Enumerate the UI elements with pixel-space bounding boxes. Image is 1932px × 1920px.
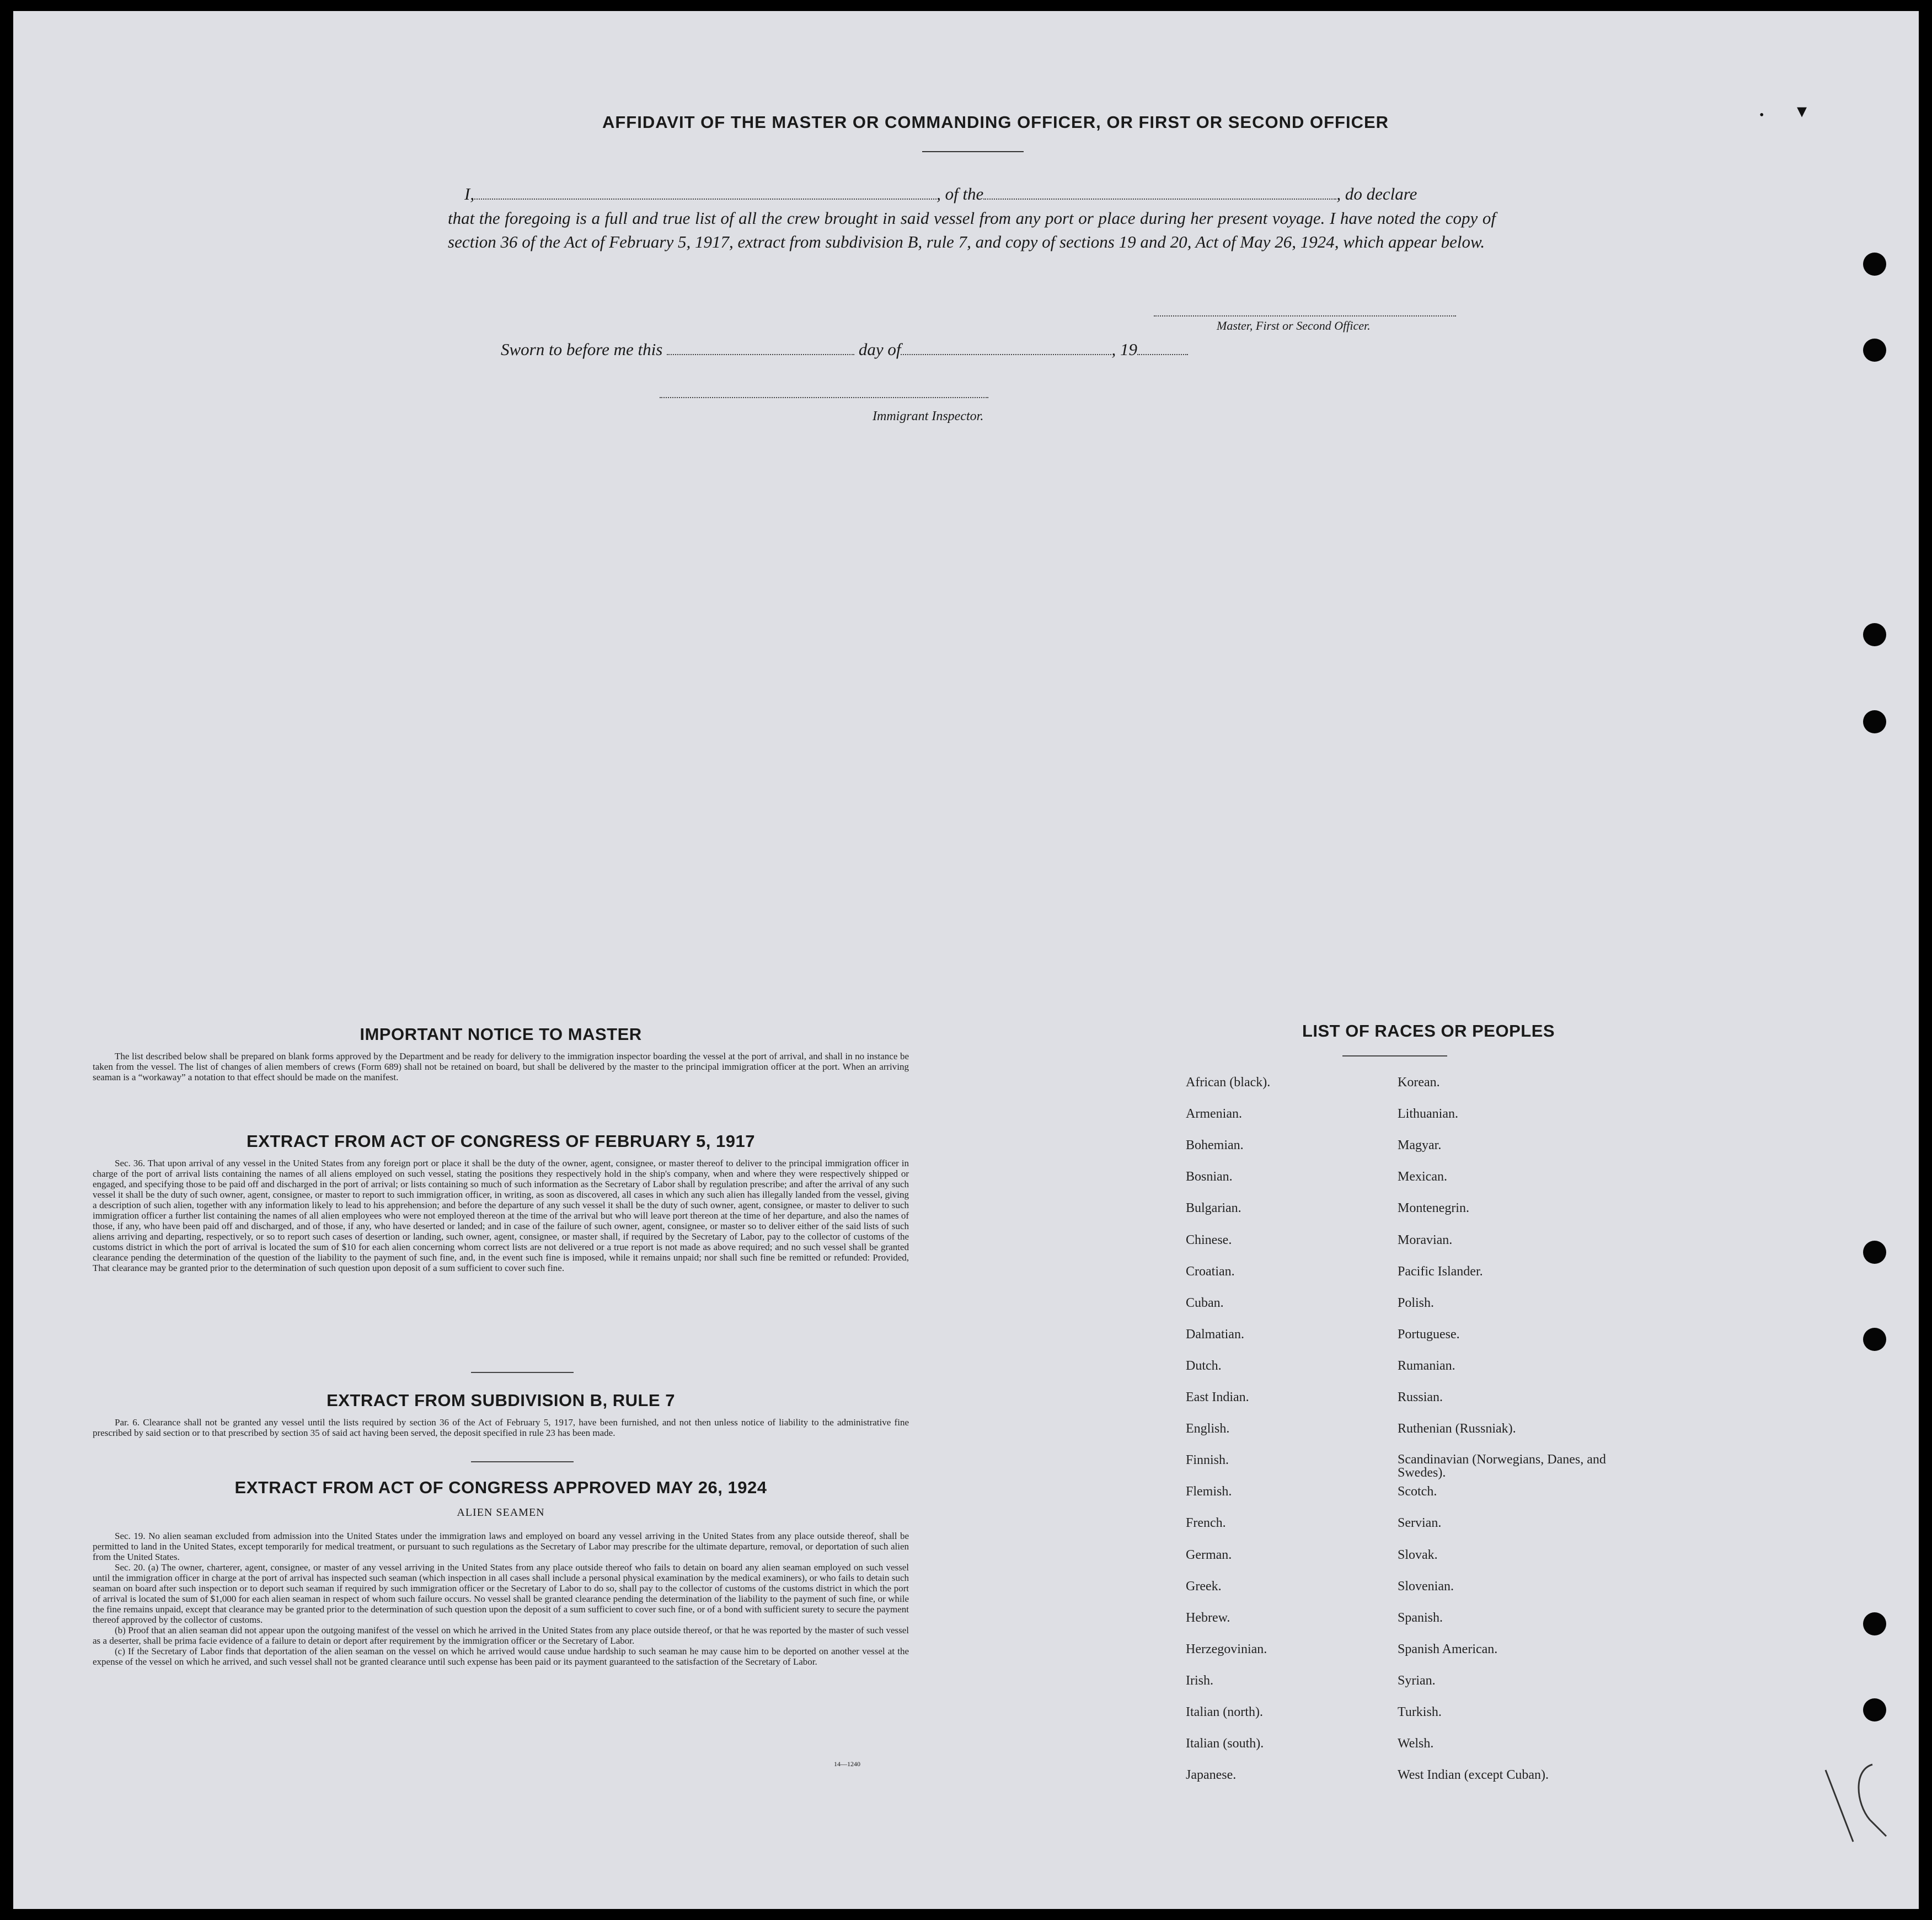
punch-hole bbox=[1863, 339, 1886, 362]
sec36-paragraph: Sec. 36. That upon arrival of any vessel in the United States from any foreign port or place it shall be the duty of the owner, agent, consignee, or master thereof to deliver to the principal immigration officer in charge of the port of arrival lists containing the names of all aliens employed on such vessel, stating the positions they respectively hold in the ship's company, when and where they were respectively shipped or engaged, and specifying those to be paid off and discharged in the port of arrival; or lists containing so much of such information as the Secretary of Labor shall by regulation prescribe; and after the arrival of any such vessel it shall be the duty of such owner, agent, consignee, or master to report to such immigration officer, in writing, as soon as discovered, all cases in which any such alien has illegally landed from the vessel, giving a description of such alien, together with any information likely to lead to his apprehension; and before the departure of any such vessel it shall be the duty of such owner, agent, consignee, or master to deliver to such immigration officer a further list containing the names of all alien employees who were not employed thereon at the time of the arrival but who will leave port thereon at the time of her departure, and also the names of those, if any, who have been paid off and discharged, and of those, if any, who have deserted or landed; and in case of the failure of such owner, agent, consignee, or master so to deliver either of the said lists of such aliens arriving and departing, respectively, or so to report such cases of desertion or landing, such owner, agent, consignee, or master shall, if required by the Secretary of Labor, pay to the collector of customs of the customs district in which the port of arrival is located the sum of $10 for each alien concerning whom correct lists are not delivered or a true report is not made as above required; and no such vessel shall be granted clearance pending the determination of the question of the liability to the payment of such fine, and, in the event such fine is imposed, while it remains unpaid; nor shall such fine be remitted or refunded: Provided, That clearance may be granted prior to the determination of such question upon deposit of a sum sufficient to cover such fine. bbox=[93, 1158, 909, 1273]
race-item: Finnish. bbox=[1186, 1453, 1229, 1467]
affidavit-title: AFFIDAVIT OF THE MASTER OR COMMANDING OFFICER, OR FIRST OR SECOND OFFICER bbox=[602, 112, 1389, 132]
rule7-text bbox=[93, 1417, 909, 1438]
race-item: Slovenian. bbox=[1398, 1579, 1454, 1594]
vessel-field[interactable] bbox=[983, 187, 1336, 200]
punch-hole bbox=[1863, 1241, 1886, 1264]
sec20a-paragraph: Sec. 20. (a) The owner, charterer, agent, consignee, or master of any vessel arriving in the United States from any place outside thereof who fails to detain on board any alien seaman employed on such vessel until the immigration officer in charge at the port of arrival has inspected such seaman (which inspection in all cases shall include a personal physical examination by the medical examiners), or who fails to detain such seaman on board after such inspection or to deport such seaman if required by such immigration officer or the Secretary of Labor to do so, shall pay to the collector of customs of the customs district in which the port of arrival is located the sum of $1,000 for each alien seaman in respect of whom such failure occurs. No vessel shall be granted clearance pending the determination of the liability to the payment of such fine, or while the fine remains unpaid, except that clearance may be granted prior to the determination of such question upon the deposit of a sum sufficient to cover such fine, or of a bond with sufficient surety to secure the payment thereof approved by the collector of customs. bbox=[93, 1562, 909, 1625]
race-item: French. bbox=[1186, 1516, 1226, 1530]
race-item: Portuguese. bbox=[1398, 1327, 1460, 1342]
punch-hole bbox=[1863, 623, 1886, 646]
declaration-body: that the foregoing is a full and true list of all the crew brought in said vessel from any port or place during her present voyage. I have noted the copy of section 36 of the Act of February 5, 1917, extract from subdivision B, rule 7, and copy of sections 19 and 20, Act of May 26, 1924, which appear below. bbox=[448, 208, 1496, 251]
ink-mark: • bbox=[1759, 108, 1764, 122]
par6-paragraph: Par. 6. Clearance shall not be granted any vessel until the lists required by section 36 of the Act of February 5, 1917, have been furnished, and not then unless notice of liability to the administrative fine prescribed by said section or to that prescribed by section 35 of said act having been served, the deposit specified in rule 23 has been made. bbox=[93, 1417, 909, 1438]
race-item: Polish. bbox=[1398, 1296, 1435, 1310]
sworn-mid: day of bbox=[858, 340, 901, 359]
race-item: Turkish. bbox=[1398, 1705, 1442, 1719]
signature-caption: Master, First or Second Officer. bbox=[1217, 319, 1371, 332]
race-item: Moravian. bbox=[1398, 1233, 1453, 1247]
sworn-line bbox=[501, 340, 1188, 360]
punch-hole bbox=[1863, 253, 1886, 276]
race-item: Slovak. bbox=[1398, 1548, 1438, 1562]
race-item: Scotch. bbox=[1398, 1484, 1437, 1499]
sworn-start: Sworn to before me this bbox=[501, 340, 663, 359]
rule7-title: EXTRACT FROM SUBDIVISION B, RULE 7 bbox=[327, 1391, 675, 1410]
punch-hole bbox=[1863, 710, 1886, 733]
punch-hole bbox=[1863, 1328, 1886, 1351]
declaration-mid: , of the bbox=[936, 184, 984, 203]
inspector-caption: Immigrant Inspector. bbox=[873, 409, 984, 423]
race-item: Bulgarian. bbox=[1186, 1201, 1241, 1215]
extract-1917-text bbox=[93, 1158, 909, 1273]
sworn-date-field[interactable] bbox=[667, 343, 854, 355]
race-item: Magyar. bbox=[1398, 1138, 1442, 1152]
race-item: German. bbox=[1186, 1548, 1232, 1562]
race-item: Italian (south). bbox=[1186, 1736, 1264, 1751]
race-item: Rumanian. bbox=[1398, 1359, 1455, 1373]
name-field[interactable] bbox=[474, 187, 936, 200]
race-item: Dalmatian. bbox=[1186, 1327, 1244, 1342]
race-item: Mexican. bbox=[1398, 1170, 1447, 1184]
race-item: East Indian. bbox=[1186, 1390, 1249, 1404]
pencil-mark bbox=[1820, 1753, 1897, 1847]
inspector-signature-line[interactable] bbox=[660, 397, 988, 398]
race-item: English. bbox=[1186, 1422, 1230, 1436]
sworn-year-field[interactable] bbox=[1137, 343, 1188, 355]
race-item: Pacific Islander. bbox=[1398, 1264, 1483, 1279]
race-item: Flemish. bbox=[1186, 1484, 1232, 1499]
section-divider bbox=[471, 1461, 574, 1462]
section-divider bbox=[471, 1372, 574, 1373]
extract-1917-title: EXTRACT FROM ACT OF CONGRESS OF FEBRUARY 5, 1917 bbox=[247, 1131, 755, 1151]
race-item: Russian. bbox=[1398, 1390, 1443, 1404]
race-item: Montenegrin. bbox=[1398, 1201, 1469, 1215]
race-item: Irish. bbox=[1186, 1674, 1213, 1688]
declaration-start: I, bbox=[464, 184, 475, 203]
notice-text bbox=[93, 1051, 909, 1082]
punch-hole bbox=[1863, 1698, 1886, 1721]
race-item: Bosnian. bbox=[1186, 1170, 1233, 1184]
notice-paragraph: The list described below shall be prepared on blank forms approved by the Department and be ready for delivery to the immigration inspector boarding the vessel at the port of arrival, and shall in no instance be taken from the vessel. The list of changes of alien members of crews (Form 689) shall not be retained on board, but shall be delivered by the master to the principal immigration officer at the port. When an arriving seaman is a “workaway” a notation to that effect should be made on the manifest. bbox=[93, 1051, 909, 1082]
race-item: Hebrew. bbox=[1186, 1611, 1230, 1625]
extract-1924-title: EXTRACT FROM ACT OF CONGRESS APPROVED MAY 26, 1924 bbox=[234, 1478, 767, 1497]
signature-line[interactable] bbox=[1154, 315, 1456, 317]
race-item: Greek. bbox=[1186, 1579, 1222, 1594]
race-item: Chinese. bbox=[1186, 1233, 1232, 1247]
sworn-month-field[interactable] bbox=[901, 343, 1111, 355]
race-item: Servian. bbox=[1398, 1516, 1442, 1530]
race-item: Scandinavian (Norwegians, Danes, and Swedes). bbox=[1398, 1452, 1606, 1480]
extract-1924-text bbox=[93, 1531, 909, 1667]
race-item: Dutch. bbox=[1186, 1359, 1222, 1373]
race-item: Croatian. bbox=[1186, 1264, 1235, 1279]
punch-hole bbox=[1863, 1612, 1886, 1635]
title-underline bbox=[922, 151, 1024, 152]
sec20b-paragraph: (b) Proof that an alien seaman did not appear upon the outgoing manifest of the vessel on which he arrived in the United States from any place outside thereof, or that he was reported by the master of such vessel as a deserter, shall be prima facie evidence of a failure to detain or deport after requirement by the immigration officer or the Secretary of Labor. bbox=[93, 1625, 909, 1646]
race-item: Lithuanian. bbox=[1398, 1107, 1458, 1121]
sworn-end: , 19 bbox=[1111, 340, 1137, 359]
sec19-paragraph: Sec. 19. No alien seaman excluded from admission into the United States under the immigration laws and employed on board any vessel arriving in the United States from any place outside thereof, shall be permitted to land in the United States, except temporarily for medical treatment, or pursuant to such regulations as the Secretary of Labor may prescribe for the ultimate departure, removal, or deportation of such alien from the United States. bbox=[93, 1531, 909, 1562]
race-item: Syrian. bbox=[1398, 1674, 1436, 1688]
declaration-line bbox=[464, 184, 1417, 204]
race-item: West Indian (except Cuban). bbox=[1398, 1768, 1549, 1782]
form-number: 14—1240 bbox=[834, 1760, 860, 1768]
alien-seamen-subtitle: ALIEN SEAMEN bbox=[457, 1506, 545, 1519]
races-title-underline bbox=[1342, 1055, 1447, 1056]
race-item: Welsh. bbox=[1398, 1736, 1434, 1751]
race-item: Japanese. bbox=[1186, 1768, 1237, 1782]
ink-mark: ▾ bbox=[1797, 100, 1807, 122]
sec20c-paragraph: (c) If the Secretary of Labor finds that deportation of the alien seaman on the vessel on which he arrived would cause undue hardship to such seaman he may cause him to be deported on another vessel at the expense of the vessel on which he arrived, and such vessel shall not be granted clearance until such expense has been paid or its payment guaranteed to the satisfaction of the Secretary of Labor. bbox=[93, 1646, 909, 1667]
race-item: Bohemian. bbox=[1186, 1138, 1244, 1152]
race-item: Spanish. bbox=[1398, 1611, 1443, 1625]
race-item: Spanish American. bbox=[1398, 1642, 1498, 1656]
race-item: Ruthenian (Russniak). bbox=[1398, 1422, 1516, 1436]
notice-title: IMPORTANT NOTICE TO MASTER bbox=[360, 1025, 642, 1044]
race-item: Italian (north). bbox=[1186, 1705, 1263, 1719]
race-item: African (black). bbox=[1186, 1075, 1271, 1090]
race-item: Herzegovinian. bbox=[1186, 1642, 1267, 1656]
race-item: Armenian. bbox=[1186, 1107, 1242, 1121]
declaration-end: , do declare bbox=[1336, 184, 1417, 203]
race-item: Cuban. bbox=[1186, 1296, 1224, 1310]
race-item: Korean. bbox=[1398, 1075, 1440, 1090]
races-title: LIST OF RACES OR PEOPLES bbox=[1302, 1021, 1555, 1041]
